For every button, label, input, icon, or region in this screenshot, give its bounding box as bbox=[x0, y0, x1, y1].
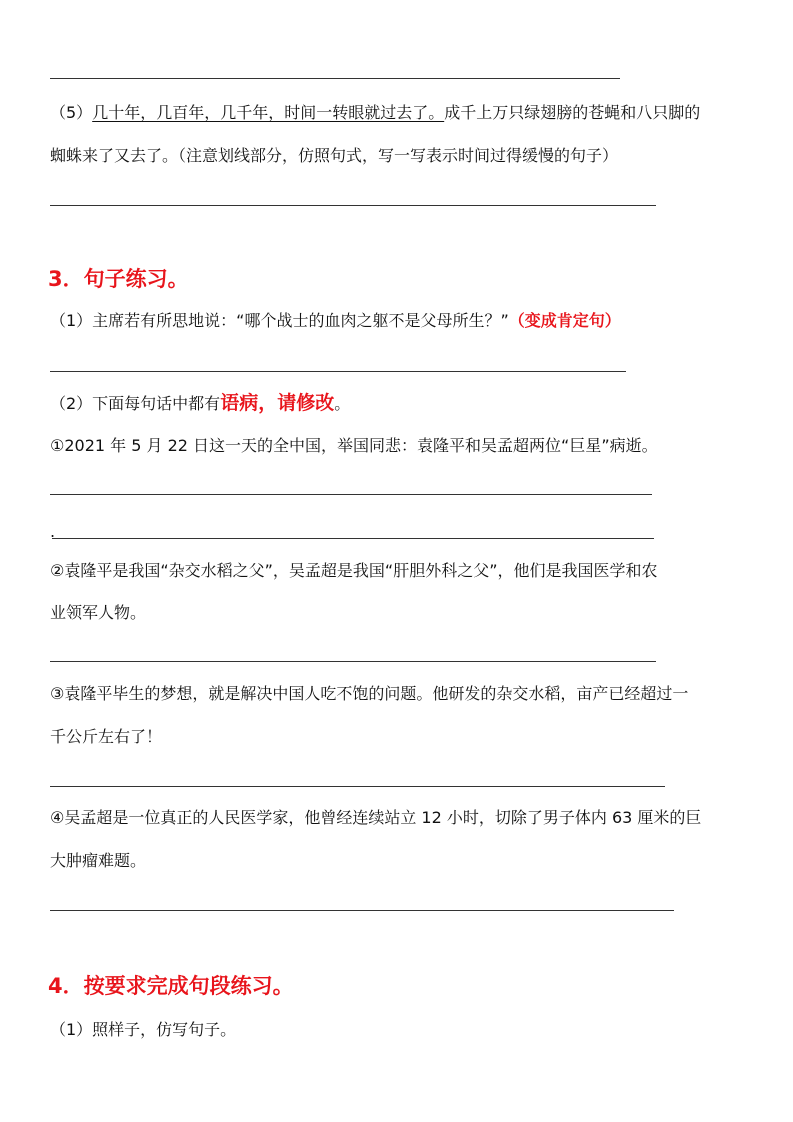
answer-line bbox=[50, 78, 620, 79]
section-3-title: 3．句子练习。 bbox=[48, 267, 189, 291]
item-4-line1: ④吴孟超是一位真正的人民医学家，他曾经连续站立 12 小时，切除了男子体内 63 厘米的巨 bbox=[50, 808, 702, 827]
answer-line bbox=[50, 371, 626, 372]
section-3-question-2: （2）下面每句话中都有语病，请修改。 bbox=[50, 392, 351, 414]
answer-line bbox=[50, 910, 674, 911]
item-1: ①2021 年 5 月 22 日这一天的全中国，举国同悲：袁隆平和吴孟超两位“巨星”病逝。 bbox=[50, 436, 658, 455]
section-4-title: 4．按要求完成句段练习。 bbox=[48, 974, 294, 998]
question-5-line1 bbox=[50, 103, 700, 123]
question-number: （5） bbox=[50, 103, 93, 122]
question-5-line2: 蜘蛛来了又去了。（注意划线部分，仿照句式，写一写表示时间过得缓慢的句子） bbox=[50, 146, 619, 165]
item-3-line1: ③袁隆平毕生的梦想，就是解决中国人吃不饱的问题。他研发的杂交水稻，亩产已经超过一 bbox=[50, 684, 689, 703]
underlined-phrase: 几十年，几百年，几千年，时间一转眼就过去了。 bbox=[92, 103, 445, 122]
item-2-line1: ②袁隆平是我国“杂交水稻之父”，吴孟超是我国“肝胆外科之父”，他们是我国医学和农 bbox=[50, 561, 658, 580]
question-text: （2）下面每句话中都有 bbox=[50, 394, 221, 413]
answer-line bbox=[50, 661, 656, 662]
question-text: 成千上万只绿翅膀的苍蝇和八只脚的 bbox=[444, 103, 701, 122]
highlight-text: 语病，请修改 bbox=[220, 392, 335, 414]
item-4-line2: 大肿瘤难题。 bbox=[50, 851, 147, 870]
stray-mark: . bbox=[50, 522, 56, 541]
instruction-hint: （变成肯定句） bbox=[508, 311, 621, 330]
section-3-question-1 bbox=[50, 311, 621, 331]
answer-line bbox=[50, 205, 656, 206]
answer-line bbox=[50, 494, 652, 495]
section-4-question-1: （1）照样子，仿写句子。 bbox=[50, 1020, 237, 1039]
question-text: （1）主席若有所思地说：“哪个战士的血肉之躯不是父母所生？” bbox=[50, 311, 509, 330]
item-2-line2: 业领军人物。 bbox=[50, 603, 147, 622]
item-3-line2: 千公斤左右了！ bbox=[50, 727, 163, 746]
answer-line bbox=[50, 786, 665, 787]
answer-line bbox=[52, 538, 654, 539]
